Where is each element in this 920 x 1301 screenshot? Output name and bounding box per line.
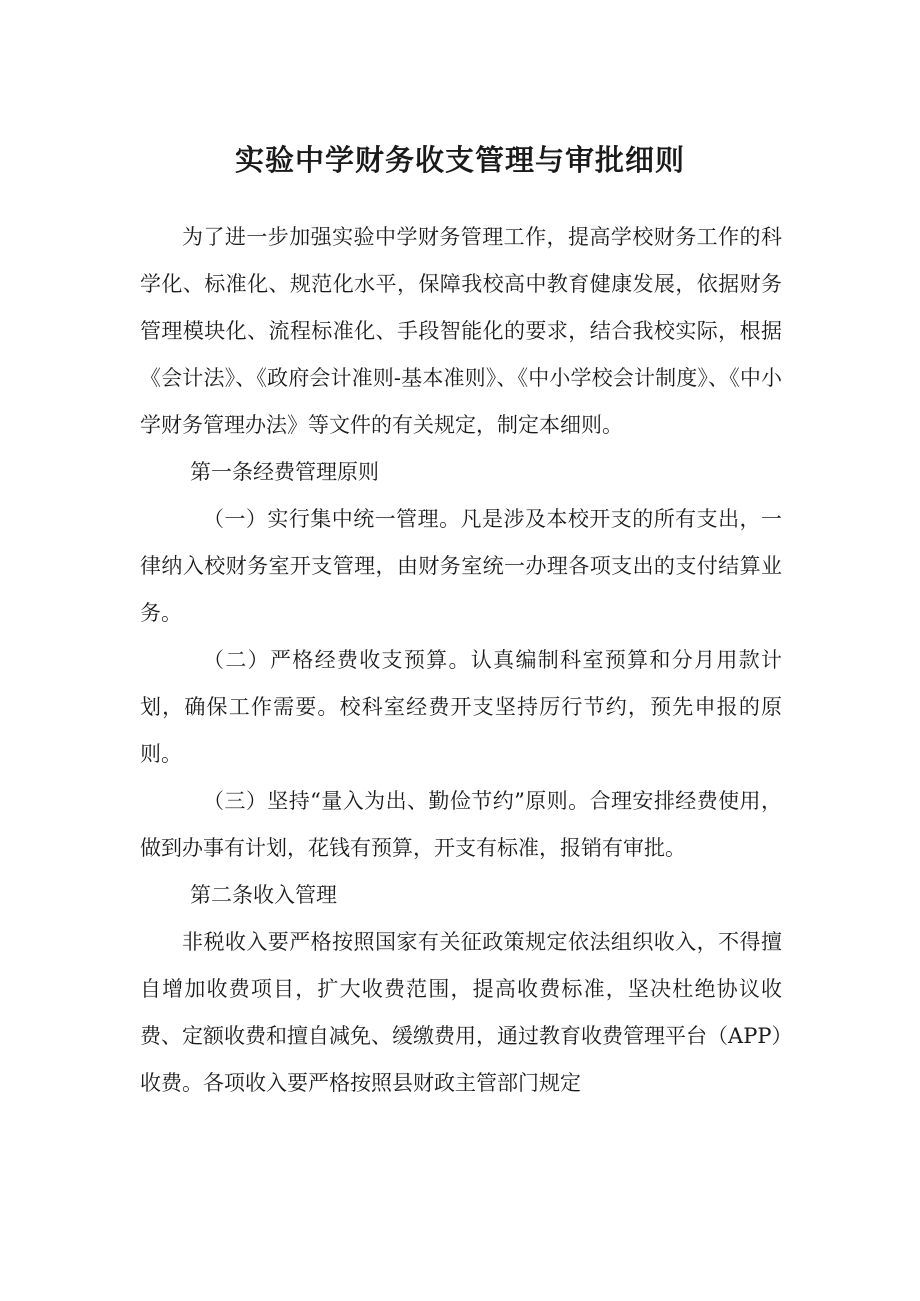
article-1-item-2: （二）严格经费收支预算。认真编制科室预算和分月用款计划，确保工作需要。校科室经费开支坚持厉行节约，预先申报的原则。 — [140, 648, 782, 766]
article-1-heading: 第一条经费管理原则 — [190, 460, 379, 484]
document-title: 实验中学财务收支管理与审批细则 — [234, 143, 685, 177]
article-1-item-3: （三）坚持“量入为出、勤俭节约”原则。合理安排经费使用，做到办事有计划，花钱有预算，开支有标准，报销有审批。 — [140, 789, 782, 860]
article-1-item-1: （一）实行集中统一管理。凡是涉及本校开支的所有支出，一律纳入校财务室开支管理，由财务室统一办理各项支出的支付结算业务。 — [140, 507, 782, 625]
article-2-heading: 第二条收入管理 — [190, 883, 337, 907]
intro-paragraph: 为了进一步加强实验中学财务管理工作，提高学校财务工作的科学化、标准化、规范化水平，保障我校高中教育健康发展，依据财务管理模块化、流程标准化、手段智能化的要求，结合我校实际，根据《会计法》、《政府会计准则-基本准则》、《中小学校会计制度》、《中小学财务管理办法》等文件的有关规定，制定本细则。 — [140, 225, 782, 437]
document-body — [140, 214, 782, 1107]
article-2-paragraph: 非税收入要严格按照国家有关征政策规定依法组织收入，不得擅自增加收费项目，扩大收费范围，提高收费标准，坚决杜绝协议收费、定额收费和擅自减免、缓缴费用，通过教育收费管理平台（APP）收费。各项收入要严格按照县财政主管部门规定 — [140, 930, 782, 1095]
